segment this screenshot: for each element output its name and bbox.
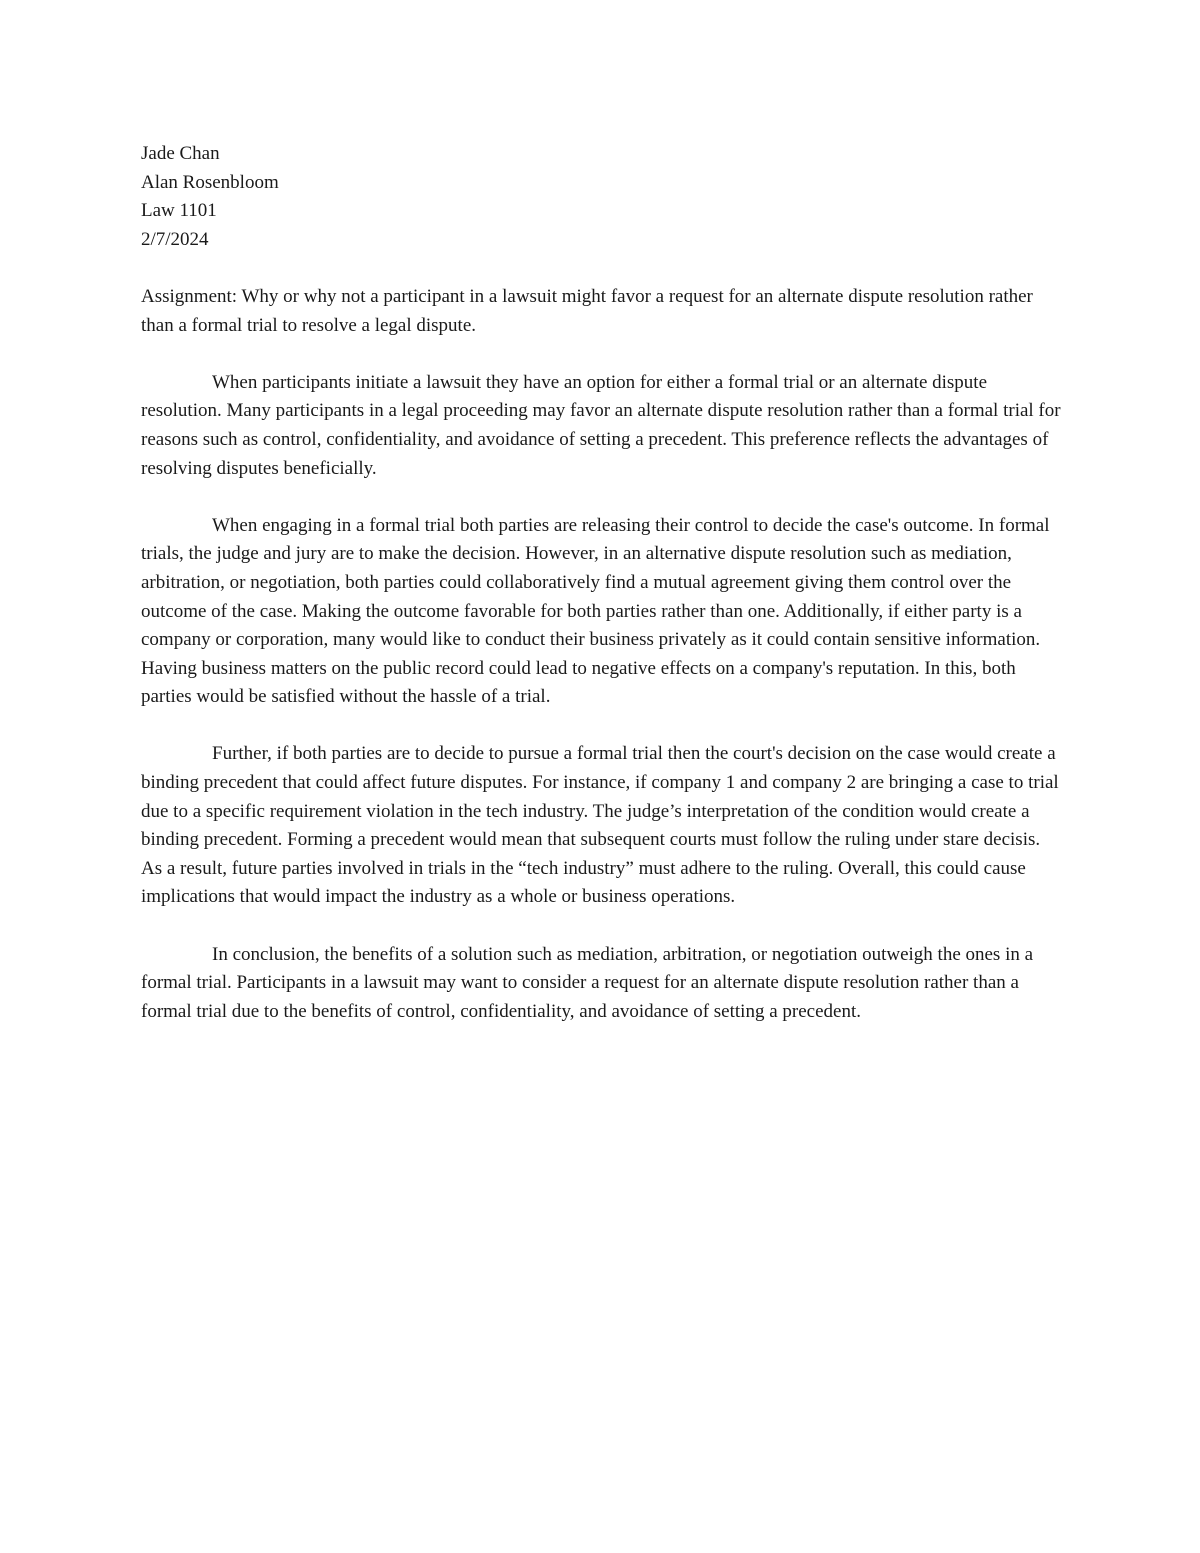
paragraph-conclusion: In conclusion, the benefits of a solution such as mediation, arbitration, or negotiation outweigh the ones in a formal trial. Participants in a lawsuit may want to consider a request for an alternate dispute resolution rather than a formal trial due to the benefits of control, confidentiality, and avoidance of setting a precedent. (141, 943, 1034, 1022)
paragraph-precedent: Further, if both parties are to decide to pursue a formal trial then the court's decision on the case would create a binding precedent that could affect future disputes. For instance, if company 1 and company 2 are bringing a case to trial due to a specific requirement violation in the tech industry. The judge’s interpretation of the condition would create a binding precedent. Forming a precedent would mean that subsequent courts must follow the ruling under stare decisis. As a result, future parties involved in trials in the “tech industry” must adhere to the ruling. Overall, this could cause implications that would impact the industry as a whole or business operations. (141, 743, 1059, 908)
instructor-name: Alan Rosenbloom (141, 171, 279, 193)
document-header (141, 140, 1063, 254)
paragraph-introduction: When participants initiate a lawsuit they have an option for either a formal trial or an alternate dispute resolution. Many participants in a legal proceeding may favor an alternate dispute resolution rather than a formal trial for reasons such as control, confidentiality, and avoidance of setting a precedent. This preference reflects the advantages of resolving disputes beneficially. (141, 371, 1061, 479)
author-name: Jade Chan (141, 143, 220, 164)
assignment-prompt: Assignment: Why or why not a participant in a lawsuit might favor a request for an alternate dispute resolution rather than a formal trial to resolve a legal dispute. (141, 285, 1033, 336)
paragraph-control-confidentiality: When engaging in a formal trial both parties are releasing their control to decide the case's outcome. In formal trials, the judge and jury are to make the decision. However, in an alternative dispute resolution such as mediation, arbitration, or negotiation, both parties could collaboratively find a mutual agreement giving them control over the outcome of the case. Making the outcome favorable for both parties rather than one. Additionally, if either party is a company or corporation, many would like to conduct their business privately as it could contain sensitive information. Having business matters on the public record could lead to negative effects on a company's reputation. In this, both parties would be satisfied without the hassle of a trial. (141, 514, 1050, 708)
document-body (141, 140, 1063, 1026)
document-date: 2/7/2024 (141, 228, 209, 250)
course-name: Law 1101 (141, 200, 217, 222)
